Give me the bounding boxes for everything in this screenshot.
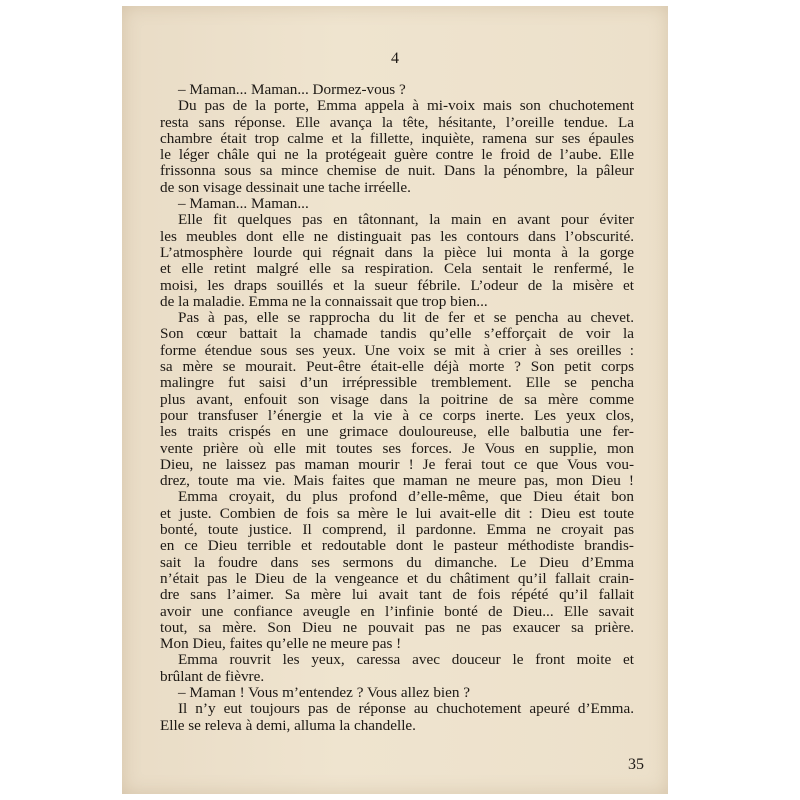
- text-line: les meubles dont elle ne distinguait pas les contours dans l’obscurité.: [160, 227, 634, 245]
- text-line: en ce Dieu terrible et redoutable dont le pasteur méthodiste brandis-: [160, 537, 634, 555]
- text-line: les traits crispés en une grimace douloureuse, elle balbutia une fer-: [160, 423, 634, 441]
- text-line: Emma croyait, du plus profond d’elle-même, que Dieu était bon: [178, 488, 634, 506]
- text-line: Pas à pas, elle se rapprocha du lit de fer et se pencha au chevet.: [178, 309, 634, 327]
- text-line: Il n’y eut toujours pas de réponse au chuchotement apeuré d’Emma.: [178, 700, 634, 718]
- page-number: 35: [628, 756, 644, 773]
- text-line: pour transfuser l’énergie et la vie à ce corps inerte. Les yeux clos,: [160, 406, 634, 424]
- text-line: moisi, les draps souillés et la sueur fébrile. L’odeur de la misère et: [160, 276, 634, 294]
- text-line: Elle fit quelques pas en tâtonnant, la main en avant pour éviter: [178, 211, 634, 229]
- text-line: vente prière où elle mit toutes ses forces. Je Vous en supplie, mon: [160, 439, 634, 457]
- text-line: Dieu, ne laissez pas maman mourir ! Je ferai tout ce que Vous vou-: [160, 455, 634, 473]
- text-line: – Maman... Maman... Dormez-vous ?: [178, 81, 406, 98]
- text-line: resta sans réponse. Elle avança la tête, hésitante, l’oreille tendue. La: [160, 113, 634, 131]
- text-line: sait la foudre dans ses sermons du dimanche. Le Dieu d’Emma: [160, 553, 634, 571]
- text-line: – Maman ! Vous m’entendez ? Vous allez bien ?: [178, 683, 471, 701]
- text-line: plus avant, enfouit son visage dans la poitrine de sa mère comme: [160, 390, 634, 408]
- chapter-number: 4: [391, 50, 399, 67]
- text-line: Mon Dieu, faites qu’elle ne meure pas !: [160, 635, 402, 653]
- text-line: brûlant de fièvre.: [160, 667, 265, 685]
- text-line: Elle se releva à demi, alluma la chandelle.: [160, 716, 416, 734]
- text-line: Du pas de la porte, Emma appela à mi-voix mais son chuchotement: [178, 97, 634, 115]
- text-line: forme étendue sous ses yeux. Une voix se mit à crier à ses oreilles :: [160, 341, 634, 359]
- body-text: [160, 82, 634, 734]
- text-line: et elle retint malgré elle sa respiration. Cela sentait le renfermé, le: [160, 260, 634, 278]
- text-line: chambre était trop calme et la fillette, inquiète, ramena sur ses épaules: [160, 129, 634, 147]
- text-line: et juste. Combien de fois sa mère le lui avait-elle dit : Dieu est toute: [160, 504, 634, 522]
- text-line: drez, toute ma vie. Mais faites que maman ne meure pas, mon Dieu !: [160, 472, 634, 490]
- text-line: – Maman... Maman...: [178, 195, 309, 213]
- book-page: [122, 6, 668, 794]
- text-line: Son cœur battait la chamade tandis qu’elle s’efforçait de voir la: [160, 325, 634, 343]
- text-line: de la maladie. Emma ne la connaissait que trop bien...: [160, 292, 488, 310]
- text-line: de son visage dessinait une tache irréelle.: [160, 178, 411, 196]
- text-line: tout, sa mère. Son Dieu ne pouvait pas ne pas exaucer sa prière.: [160, 618, 634, 636]
- text-line: dre sans l’aimer. Sa mère lui avait tant de fois répété qu’il fallait: [160, 586, 634, 604]
- text-line: malingre fut saisi d’un irrépressible tremblement. Elle se pencha: [160, 374, 634, 392]
- text-line: L’atmosphère lourde qui régnait dans la pièce lui monta à la gorge: [160, 243, 634, 261]
- text-line: n’était pas le Dieu de la vengeance et du châtiment qu’il fallait crain-: [160, 569, 634, 587]
- text-line: le léger châle qui ne la protégeait guère contre le froid de l’aube. Elle: [160, 146, 634, 164]
- text-line: frissonna sous sa mince chemise de nuit. Dans la pénombre, la pâleur: [160, 162, 634, 180]
- text-line: sa mère se mourait. Peut-être était-elle déjà morte ? Son petit corps: [160, 358, 634, 376]
- text-line: bonté, toute justice. Il comprend, il pardonne. Emma ne croyait pas: [160, 521, 634, 539]
- text-line: avoir une confiance aveugle en l’infinie bonté de Dieu... Elle savait: [160, 602, 634, 620]
- text-line: Emma rouvrit les yeux, caressa avec douceur le front moite et: [178, 651, 634, 669]
